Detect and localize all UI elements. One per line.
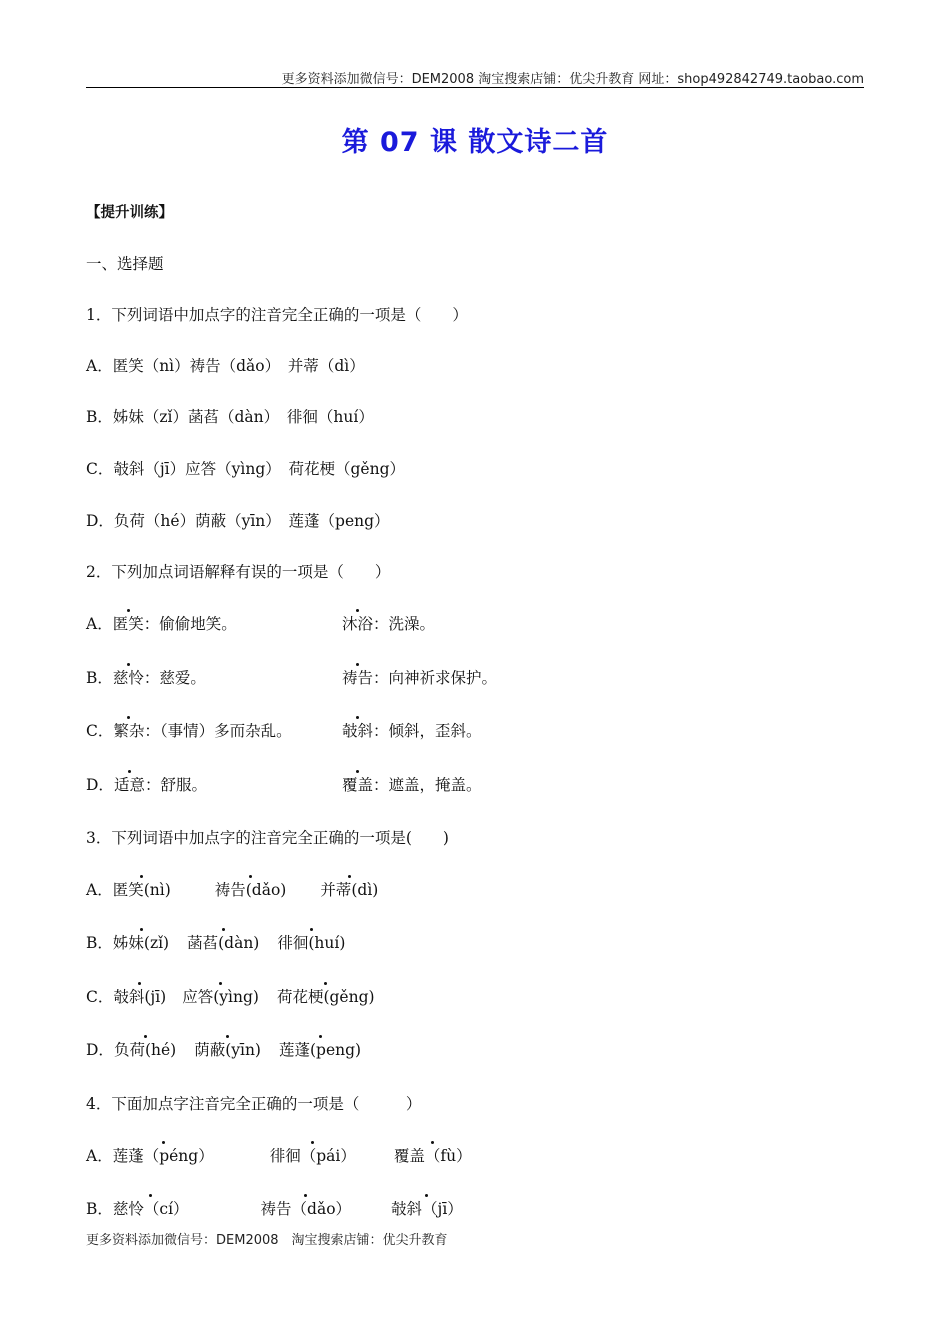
q3-b-item3: 徘徊(huí) [277, 931, 345, 953]
q3-c-item1: 攲斜(jī) [113, 985, 166, 1007]
q3-d-item3: 莲蓬(peng) [279, 1038, 361, 1060]
q3-c-item3: 荷花梗(gěng) [277, 985, 375, 1007]
q2-a-def1: ：偷偷地笑。 [143, 615, 237, 633]
q2-a-def2: ：洗澡。 [373, 615, 436, 633]
q4-b-item1: 慈怜（cí） [113, 1197, 189, 1219]
q3-b-item1: 姊妹(zǐ) [113, 931, 169, 953]
q1-option-b: B．姊妹（zǐ）菡萏（dàn） 徘徊（huí） [86, 408, 374, 426]
q2-a-word2: 沐浴 [342, 612, 373, 634]
q1-option-a: A．匿笑（nì）祷告（dǎo） 并蒂（dì） [86, 357, 365, 375]
section-label: 【提升训练】 [86, 205, 173, 221]
q2-c-def1: ：（事情）多而杂乱。 [144, 722, 292, 740]
q2-d-word2: 覆盖 [342, 773, 373, 795]
q3-option-c: C．攲斜(jī) 应答(yìng) 荷花梗(gěng) [86, 985, 375, 1007]
page-header: 更多资料添加微信号：DEM2008 淘宝搜索店铺：优尖升教育 网址：shop492842749.taobao.com [281, 72, 864, 87]
q2-stem: 2．下列加点词语解释有误的一项是（ ） [86, 563, 391, 581]
q3-c-item2: 应答(yìng) [182, 985, 259, 1007]
header-divider [86, 87, 864, 88]
q2-option-b: B．慈怜：慈爱。 祷告：向神祈求保护。 [86, 666, 206, 688]
q2-d-word1: 适意 [114, 773, 145, 795]
page-title: 第 07 课 散文诗二首 [341, 127, 609, 158]
q3-option-d: D．负荷(hé) 荫蔽(yīn) 莲蓬(peng) [86, 1038, 361, 1060]
q2-option-d: D．适意：舒服。 覆盖：遮盖，掩盖。 [86, 773, 207, 795]
q2-c-word1: 繁杂 [113, 719, 144, 741]
q2-c-word2: 攲斜 [342, 719, 373, 741]
q1-option-c: C．攲斜（jī）应答（yìng） 荷花梗（gěng） [86, 460, 405, 478]
q2-d-def2: ：遮盖，掩盖。 [373, 776, 482, 794]
q4-option-a: A．莲蓬（péng） 徘徊（pái） 覆盖（fù） [86, 1144, 472, 1166]
q3-stem: 3．下列词语中加点字的注音完全正确的一项是( ) [86, 829, 449, 847]
q3-d-item1: 负荷(hé) [114, 1038, 176, 1060]
q4-stem: 4．下面加点字注音完全正确的一项是（ ） [86, 1095, 422, 1113]
q1-option-d: D．负荷（hé）荫蔽（yīn） 莲蓬（peng） [86, 512, 390, 530]
part-heading: 一、选择题 [86, 255, 164, 273]
q1-stem: 1．下列词语中加点字的注音完全正确的一项是（ ） [86, 306, 468, 324]
q2-b-word2: 祷告 [342, 666, 373, 688]
q2-d-def1: ：舒服。 [144, 776, 207, 794]
page-footer: 更多资料添加微信号：DEM2008 淘宝搜索店铺：优尖升教育 [86, 1233, 448, 1248]
q2-option-c: C．繁杂：（事情）多而杂乱。 攲斜：倾斜，歪斜。 [86, 719, 292, 741]
q3-d-item2: 荫蔽(yīn) [194, 1038, 261, 1060]
q4-a-item1: 莲蓬（péng） [113, 1144, 214, 1166]
q3-a-item2: 祷告(dǎo) [215, 878, 287, 900]
q2-a-word1: 匿笑 [113, 612, 144, 634]
q2-b-def2: ：向神祈求保护。 [373, 669, 498, 687]
q2-b-def1: ：慈爱。 [143, 669, 206, 687]
q3-a-item1: 匿笑(nì) [113, 878, 171, 900]
q4-a-item3: 覆盖（fù） [394, 1144, 472, 1166]
q3-a-item3: 并蒂(dì) [320, 878, 378, 900]
q3-b-item2: 菡萏(dàn) [187, 931, 259, 953]
q4-a-item2: 徘徊（pái） [270, 1144, 356, 1166]
q2-option-a: A．匿笑：偷偷地笑。 沐浴：洗澡。 [86, 612, 237, 634]
q4-b-item3: 攲斜（jī） [391, 1197, 463, 1219]
q3-option-a: A．匿笑(nì) 祷告(dǎo) 并蒂(dì) [86, 878, 378, 900]
q2-c-def2: ：倾斜，歪斜。 [373, 722, 482, 740]
q4-option-b: B．慈怜（cí） 祷告（dǎo） 攲斜（jī） [86, 1197, 463, 1219]
q3-option-b: B．姊妹(zǐ) 菡萏(dàn) 徘徊(huí) [86, 931, 345, 953]
q2-b-word1: 慈怜 [113, 666, 144, 688]
q4-b-item2: 祷告（dǎo） [261, 1197, 352, 1219]
